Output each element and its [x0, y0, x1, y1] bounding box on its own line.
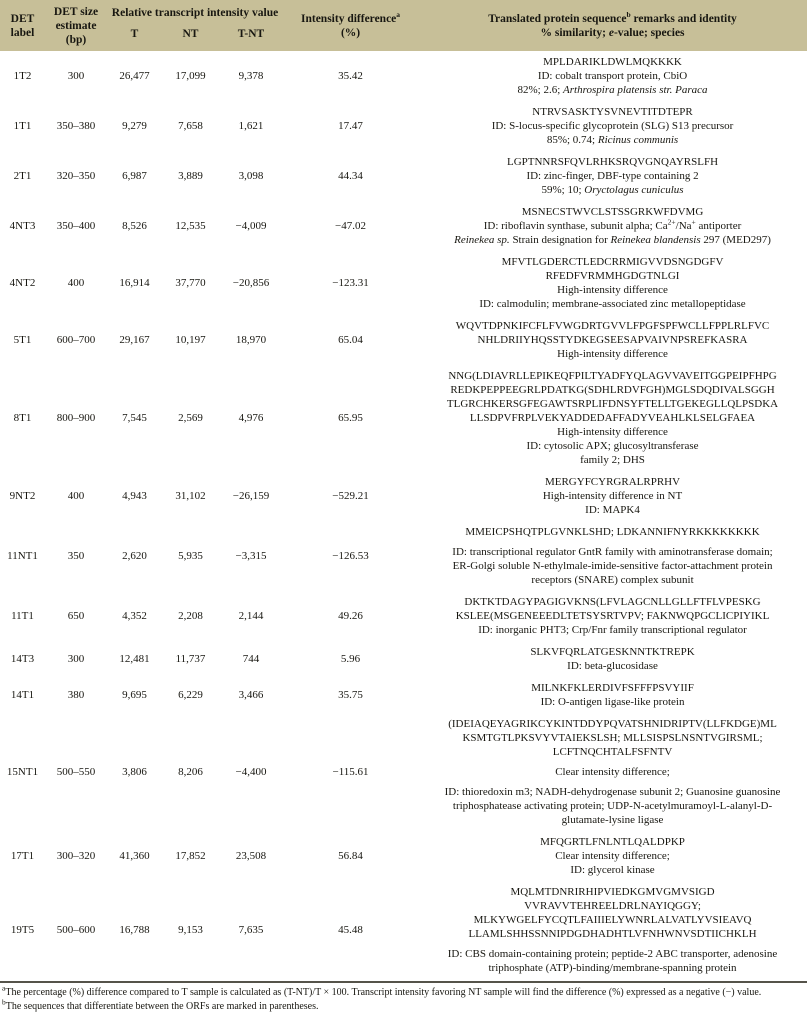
table-row [0, 521, 807, 591]
det-size-cell: 400 [67, 277, 85, 289]
remarks-cell [418, 641, 807, 677]
text-line: 85%; 0.74; Ricinus communis [546, 134, 679, 146]
footnote: $^b$The sequences that differentiate between the ORFs are marked in parentheses. [2, 997, 319, 1012]
table-row [0, 51, 807, 101]
det-size-cell: 300 [67, 70, 85, 82]
text-line: Intensity difference$^a$ [301, 10, 401, 25]
header-remarks [418, 0, 807, 51]
nt-value-cell: 3,889 [178, 170, 203, 182]
det-label-cell: 8T1 [13, 412, 32, 424]
remarks-cell [418, 677, 807, 713]
t-value-cell: 26,477 [119, 70, 150, 82]
det-label-cell: 5T1 [13, 334, 32, 346]
table-row [0, 365, 807, 471]
text-line: MFQGRTLFNLNTLQALDPKP [540, 836, 685, 848]
intensity-diff-cell: −126.53 [332, 550, 369, 562]
det-size-cell: 300–320 [56, 850, 96, 862]
det-size-cell: 400 [67, 490, 85, 502]
remarks-block [424, 785, 801, 827]
text-line: ID: zinc-finger, DBF-type containing 2 [526, 170, 699, 182]
header-t [107, 24, 162, 51]
text-line: High-intensity difference [557, 348, 668, 360]
t-value-cell: 2,620 [122, 550, 147, 562]
text-line: LGPTNNRSFQVLRHKSRQVGNQAYRSLFH [506, 156, 719, 168]
text-line: Translated protein sequence$^b$ remarks and identity [488, 10, 737, 25]
text-line: (%) [340, 27, 361, 39]
remarks-cell [418, 315, 807, 365]
det-label-cell: 1T2 [13, 70, 32, 82]
t-nt-value-cell: −26,159 [232, 490, 270, 502]
text-line: VVRAVVTEHREELDRLNAYIQGGY; [524, 900, 701, 912]
det-size-cell: 650 [67, 610, 85, 622]
text-line: Clear intensity difference; [555, 850, 670, 862]
text-line: MPLDARIKLDWLMQKKKK [543, 56, 682, 68]
text-line: ER-Golgi soluble N-ethylmale-imide-sensitive factor-attachment protein [452, 560, 773, 572]
det-size-cell: 300 [67, 653, 85, 665]
det-label-cell: 11T1 [11, 610, 34, 622]
remarks-block [424, 645, 801, 673]
text-line: family 2; DHS [580, 454, 645, 466]
t-nt-value-cell: 744 [242, 653, 260, 665]
table-row [0, 151, 807, 201]
t-value-cell: 8,526 [122, 220, 147, 232]
det-size-cell: 350–380 [56, 120, 96, 132]
intensity-diff-cell: −123.31 [332, 277, 369, 289]
text-line: (IDEIAQEYAGRIKCYKINTDDYPQVATSHNIDRIPTV(LLFKDGE)ML [448, 718, 777, 730]
intensity-diff-cell: −115.61 [332, 766, 369, 778]
text-line: ID: cobalt transport protein, CbiO [537, 70, 688, 82]
text-line: receptors (SNARE) complex subunit [531, 574, 694, 586]
table-row [0, 591, 807, 641]
text-line: MLKYWGELFYCQTLFAIIIELYWNRLALVATLYVSIEAVQ [473, 914, 752, 926]
nt-value-cell: 17,852 [175, 850, 206, 862]
text-line: High-intensity difference [557, 284, 668, 296]
nt-value-cell: 31,102 [175, 490, 206, 502]
text-line: ID: transcriptional regulator GntR family with aminotransferase domain; [452, 546, 773, 558]
det-size-cell: 600–700 [56, 334, 96, 346]
text-line: LCFTNQCHTALFSFNTV [552, 746, 673, 758]
remarks-cell [418, 151, 807, 201]
text-line: ID: glycerol kinase [570, 864, 655, 876]
det-label-cell: 15NT1 [6, 766, 39, 778]
nt-value-cell: 9,153 [178, 924, 203, 936]
table-row [0, 101, 807, 151]
remarks-cell [418, 881, 807, 979]
text-line: DET [10, 13, 35, 25]
header-det-size [45, 0, 107, 51]
text-line: LLSDPVFRPLVEKYADDEDAFFADYVEAHLKLSELGFAEA [469, 412, 756, 424]
remarks-block [424, 475, 801, 517]
text-line: ID: O-antigen ligase-like protein [540, 696, 685, 708]
text-line: NHLDRIIYHQSSTYDKEGSEESAPVAIVNPSREFKASRA [477, 334, 748, 346]
t-nt-value-cell: 2,144 [238, 610, 264, 622]
text-line: glutamate-lysine ligase [561, 814, 664, 826]
t-value-cell: 9,695 [122, 689, 147, 701]
remarks-cell [418, 591, 807, 641]
t-value-cell: 41,360 [119, 850, 150, 862]
remarks-block [424, 885, 801, 941]
text-line: ID: riboflavin synthase, subunit alpha; $Ca^{2+}/Na^+$ antiporter [483, 217, 742, 232]
nt-value-cell: 10,197 [175, 334, 206, 346]
det-size-cell: 500–550 [56, 766, 96, 778]
det-label-cell: 1T1 [13, 120, 32, 132]
det-label-cell: 4NT3 [9, 220, 36, 232]
det-label-cell: 9NT2 [9, 490, 36, 502]
nt-value-cell: 8,206 [178, 766, 203, 778]
text-line: SLKVFQRLATGESKNNTKTREPK [530, 646, 695, 658]
t-nt-value-cell: −20,856 [232, 277, 270, 289]
text-line: Reinekea sp. Strain designation for Reinekea blandensis 297 (MED297) [454, 234, 771, 246]
det-label-cell: 4NT2 [9, 277, 36, 289]
header-intensity-diff [283, 0, 418, 51]
nt-value-cell: 11,737 [175, 653, 206, 665]
nt-value-cell: 5,935 [178, 550, 203, 562]
remarks-block [424, 545, 801, 587]
remarks-block [424, 155, 801, 197]
det-size-cell: 350 [67, 550, 85, 562]
table-row [0, 831, 807, 881]
t-value-cell: 3,806 [122, 766, 147, 778]
det-label-cell: 17T1 [10, 850, 35, 862]
text-line: Relative transcript intensity value [111, 6, 279, 19]
text-line: % similarity; e-value; species [540, 27, 685, 39]
table-body [0, 51, 807, 979]
text-line: 59%; 10; Oryctolagus cuniculus [541, 184, 684, 196]
text-line: MILNKFKLERDIVFSFFFPSVYIIF [531, 682, 694, 694]
text-line: RFEDFVRMMHGDGTNLGI [545, 270, 680, 282]
nt-value-cell: 2,569 [178, 412, 203, 424]
intensity-diff-cell: 49.26 [338, 610, 363, 622]
remarks-block [424, 255, 801, 311]
table-row [0, 677, 807, 713]
text-line: ID: inorganic PHT3; Crp/Fnr family transcriptional regulator [478, 624, 747, 636]
nt-value-cell: 6,229 [178, 689, 203, 701]
text-line: MQLMTDNRIRHIPVIEDKGMVGMVSIGD [510, 886, 715, 898]
text-line: REDKPEPPEEGRLPDATKG(SDHLRDVFGH)MGLSDQDIVALSGGH [450, 384, 775, 396]
text-line: MERGYFCYRGRALRPRHV [544, 476, 681, 488]
text-line: Clear intensity difference; [555, 766, 670, 778]
text-line: ID: S-locus-specific glycoprotein (SLG) S13 precursor [491, 120, 734, 132]
intensity-diff-cell: 65.95 [338, 412, 363, 424]
t-value-cell: 16,788 [119, 924, 150, 936]
t-nt-value-cell: −3,315 [235, 550, 267, 562]
remarks-cell [418, 831, 807, 881]
det-size-cell: 320–350 [56, 170, 96, 182]
remarks-block [424, 319, 801, 361]
remarks-block [424, 595, 801, 637]
text-line: T [130, 28, 139, 41]
text-line: ID: CBS domain-containing protein; peptide-2 ABC transporter, adenosine [447, 948, 778, 960]
remarks-block [424, 681, 801, 709]
t-value-cell: 7,545 [122, 412, 147, 424]
text-line: MMEICPSHQTPLGVNKLSHD; LDKANNIFNYRKKKKKKKK [465, 526, 760, 538]
intensity-diff-cell: 17.47 [338, 120, 363, 132]
t-nt-value-cell: 7,635 [238, 924, 264, 936]
remarks-cell [418, 101, 807, 151]
t-value-cell: 4,352 [122, 610, 147, 622]
remarks-cell [418, 251, 807, 315]
table-row [0, 471, 807, 521]
table-row [0, 881, 807, 979]
t-value-cell: 16,914 [119, 277, 150, 289]
t-nt-value-cell: 4,976 [238, 412, 264, 424]
text-line: ID: beta-glucosidase [567, 660, 658, 672]
text-line: KSLEE(MSGENEEEDLTETSYSRTVPV; FAKNWQPGCLICPIYIKL [455, 610, 770, 622]
text-line: triphosphate (ATP)-binding/membrane-spanning protein [488, 962, 737, 974]
t-value-cell: 4,943 [122, 490, 147, 502]
text-line: High-intensity difference in NT [542, 490, 683, 502]
intensity-diff-cell: 5.96 [340, 653, 361, 665]
remarks-block [424, 55, 801, 97]
intensity-diff-cell: 65.04 [338, 334, 363, 346]
text-line: NNG(LDIAVRLLEPIKEQFPILTYADFYQLAGVVAVEITGGPEIPFHPG [448, 370, 777, 382]
table-row [0, 251, 807, 315]
remarks-block [424, 205, 801, 247]
text-line: 82%; 2.6; Arthrospira platensis str. Paraca [517, 84, 708, 96]
t-nt-value-cell: 3,466 [238, 689, 264, 701]
text-line: MFVTLGDERCTLEDCRRMIGVVDSNGDGFV [501, 256, 724, 268]
intensity-diff-cell: −47.02 [335, 220, 367, 232]
t-value-cell: 6,987 [122, 170, 147, 182]
nt-value-cell: 37,770 [175, 277, 206, 289]
t-value-cell: 9,279 [122, 120, 147, 132]
remarks-cell [418, 201, 807, 251]
nt-value-cell: 12,535 [175, 220, 206, 232]
det-label-cell: 14T3 [10, 653, 35, 665]
remarks-block [424, 105, 801, 147]
text-line: ID: thioredoxin m3; NADH-dehydrogenase subunit 2; Guanosine guanosine [444, 786, 781, 798]
header-t-nt [219, 24, 283, 51]
t-value-cell: 29,167 [119, 334, 150, 346]
remarks-cell [418, 713, 807, 831]
t-nt-value-cell: 9,378 [238, 70, 264, 82]
remarks-block [424, 525, 801, 539]
remarks-block [424, 835, 801, 877]
text-line: label [10, 27, 35, 39]
remarks-cell [418, 521, 807, 591]
t-nt-value-cell: 1,621 [238, 120, 264, 132]
text-line: WQVTDPNKIFCFLFVWGDRTGVVLFPGFSPFWCLLFPPLRLFVC [455, 320, 770, 332]
remarks-block [424, 717, 801, 759]
nt-value-cell: 17,099 [175, 70, 206, 82]
header-nt [162, 24, 219, 51]
text-line: triphosphatease activating protein; UDP-N-acetylmuramoyl-L-alanyl-D- [452, 800, 773, 812]
remarks-cell [418, 471, 807, 521]
text-line: LLAMLSHHSSNNIPDGDHADHTLVFNHWNVSDTIICHKLH [468, 928, 757, 940]
table-row [0, 713, 807, 831]
table-row [0, 315, 807, 365]
t-nt-value-cell: 3,098 [238, 170, 264, 182]
t-nt-value-cell: 23,508 [235, 850, 267, 862]
text-line: DKTKTDAGYPAGIGVKNS(LFVLAGCNLLGLLFTFLVPESKG [464, 596, 761, 608]
intensity-diff-cell: 44.34 [338, 170, 363, 182]
det-label-cell: 14T1 [10, 689, 35, 701]
nt-value-cell: 2,208 [178, 610, 203, 622]
text-line: ID: calmodulin; membrane-associated zinc metallopeptidase [479, 298, 746, 310]
det-size-cell: 800–900 [56, 412, 96, 424]
text-line: T-NT [237, 28, 265, 41]
intensity-diff-cell: 56.84 [338, 850, 363, 862]
text-line: NTRVSASKTYSVNEVTITDTEPR [532, 106, 693, 118]
det-label-cell: 19T5 [10, 924, 35, 936]
det-size-cell: 380 [67, 689, 85, 701]
det-label-cell: 2T1 [13, 170, 32, 182]
header-det-label [0, 0, 45, 51]
text-line: KSMTGTLPKSVYVTAIEKSLSH; MLLSISPSLNSNTVGIRSML; [462, 732, 763, 744]
remarks-cell [418, 365, 807, 471]
t-value-cell: 12,481 [119, 653, 150, 665]
header-intensity-group [107, 0, 283, 24]
footnote: $^a$The percentage (%) difference compared to T sample is calculated as (T-NT)/T × 100. Transcript intensity favoring NT sample will find the difference (%) expressed as a negative (−) value. [2, 983, 762, 998]
remarks-block [424, 369, 801, 467]
intensity-diff-cell: 35.75 [338, 689, 363, 701]
text-line: estimate [55, 20, 97, 32]
text-line: ID: MAPK4 [585, 504, 640, 516]
det-label-cell: 11NT1 [7, 550, 38, 562]
text-line: TLGRCHKERSGFEGAWTSRPLIFDNSYFTELLTGEKEGLLQLPSDKA [446, 398, 779, 410]
text-line: High-intensity difference [557, 426, 668, 438]
intensity-diff-cell: 45.48 [338, 924, 363, 936]
t-nt-value-cell: −4,009 [235, 220, 267, 232]
text-line: MSNECSTWVCLSTSSGRKWFDVMG [521, 206, 704, 218]
table-header [0, 0, 807, 51]
text-line: NT [182, 28, 199, 41]
t-nt-value-cell: 18,970 [235, 334, 267, 346]
table-row [0, 641, 807, 677]
remarks-cell [418, 51, 807, 101]
text-line: DET size [53, 6, 99, 18]
det-size-cell: 500–600 [56, 924, 96, 936]
intensity-diff-cell: 35.42 [338, 70, 363, 82]
table-row [0, 201, 807, 251]
intensity-diff-cell: −529.21 [332, 490, 369, 502]
text-line: ID: cytosolic APX; glucosyltransferase [526, 440, 699, 452]
t-nt-value-cell: −4,400 [235, 766, 267, 778]
remarks-block [424, 947, 801, 975]
nt-value-cell: 7,658 [178, 120, 203, 132]
det-size-cell: 350–400 [56, 220, 96, 232]
text-line: (bp) [65, 34, 87, 46]
footnotes [0, 981, 807, 1016]
remarks-block [424, 765, 801, 779]
